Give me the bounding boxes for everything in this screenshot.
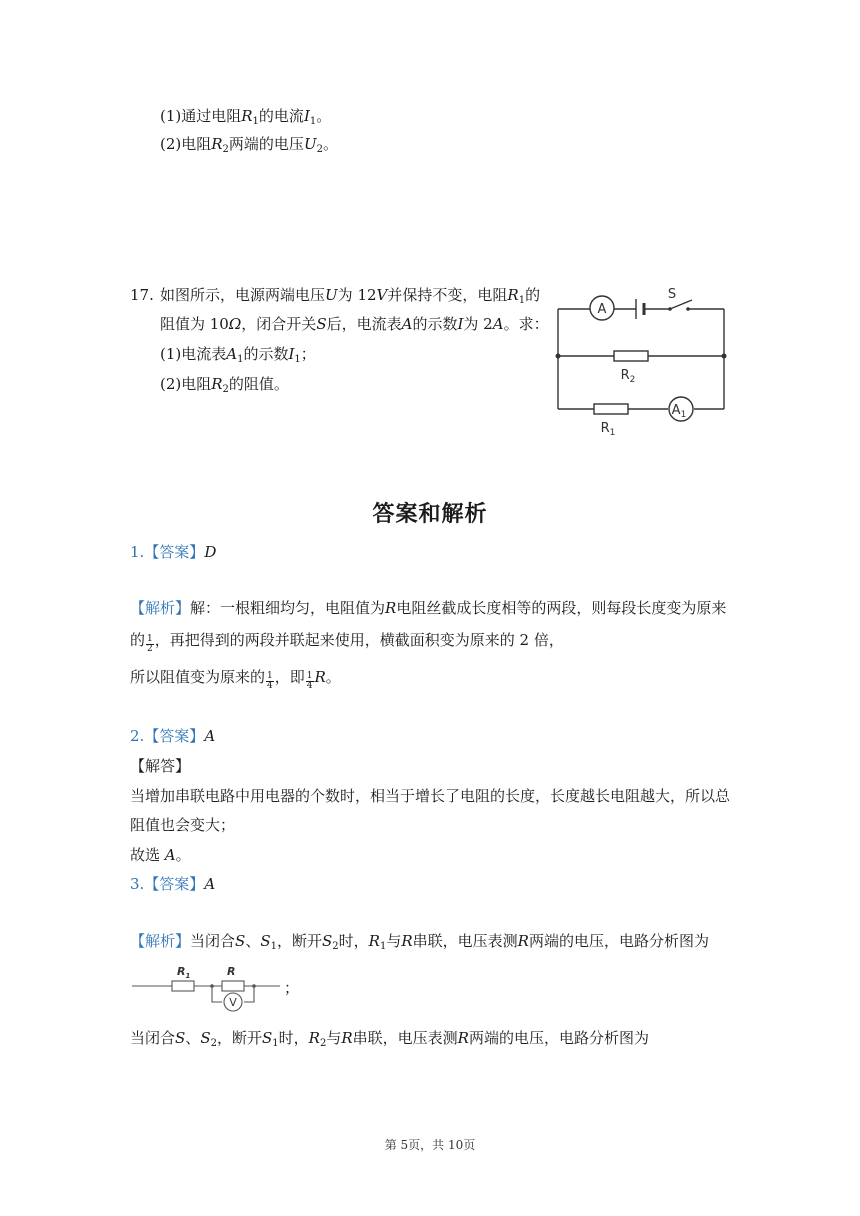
resistor-r1-icon	[172, 981, 194, 991]
answer-1-explain-line3: 所以阻值变为原来的 $\frac{1}{4}$ ，即 $\frac{1}{4}$ R。	[130, 668, 341, 691]
svg-text:R1: $R_1$	[177, 965, 191, 980]
ammeter-a-symbol	[590, 296, 614, 320]
answer-3-explain-line1: 【解析】当闭合S、$S_1$，断开$S_2$时，$R_1$与R串联，电压表测R两端的电压，电路分析图为	[130, 932, 709, 952]
q16-part1: (1)通过电阻$R_1$的电流$I_1$。	[160, 107, 332, 127]
fraction-one-quarter: $\frac{1}{4}$	[267, 671, 273, 691]
battery-symbol	[636, 299, 644, 319]
junction-left	[556, 354, 561, 359]
q17-part2: (2)电阻$R_2$的阻值。	[160, 375, 289, 395]
answer-3-header: 3.【答案】A	[130, 875, 216, 893]
answer-3-semicolon: ；	[284, 979, 300, 997]
svg-text:R1: $R_1$	[600, 421, 616, 438]
q16-part2: (2)电阻$R_2$两端的电压$U_2$。	[160, 135, 338, 155]
answer-2-line2: 阻值也会变大；	[130, 816, 236, 834]
svg-text:S: S	[667, 287, 677, 302]
fraction-one-half: $\frac{1}{2}$	[147, 634, 153, 654]
voltmeter-icon	[224, 993, 242, 1011]
svg-text:R: R	[227, 965, 236, 978]
answer-1-explain-line1: 【解析】解：一根粗细均匀，电阻值为R电阻丝截成长度相等的两段，则每段长度变为原来	[130, 599, 727, 617]
q17-number: 17.	[130, 286, 154, 304]
answer-2-line1: 当增加串联电路中用电器的个数时，相当于增长了电阻的长度，长度越长电阻越大，所以总	[130, 787, 731, 805]
ammeter-a1-symbol	[669, 397, 693, 421]
answer-2-line3: 故选 A。	[130, 846, 191, 864]
svg-text:V: V	[229, 996, 237, 1009]
answer-1-header: 1.【答案】D	[130, 543, 217, 561]
switch-s-symbol	[668, 287, 692, 311]
svg-text:R2: $R_2$	[620, 368, 636, 385]
section-title: 答案和解析	[372, 502, 488, 527]
answer-3-explain-line2: 当闭合S、$S_2$，断开$S_1$时，$R_2$与R串联，电压表测R两端的电压，电路分析图为	[130, 1029, 649, 1049]
answer-3-circuit-diagram	[130, 960, 300, 1016]
answer-2-label: 【解答】	[130, 757, 191, 775]
q17-circuit-diagram	[548, 282, 738, 442]
svg-text:A1: $A_1$	[671, 403, 687, 420]
resistor-r-icon	[222, 981, 244, 991]
resistor-r1-symbol	[594, 404, 628, 438]
fraction-one-quarter-r: $\frac{1}{4}$	[306, 671, 313, 691]
page-footer: 第 5页，共 10页	[384, 1138, 476, 1152]
answer-1-explain-line2: 的 $\frac{1}{2}$ ，再把得到的两段并联起来使用，横截面积变为原来的 2 倍，	[130, 631, 564, 654]
answer-2-header: 2.【答案】A	[130, 727, 216, 745]
junction-right	[722, 354, 727, 359]
q17-part1: (1)电流表$A_1$的示数$I_1$；	[160, 345, 316, 365]
q17-line1: 如图所示，电源两端电压U为 12V并保持不变，电阻$R_1$的	[160, 286, 541, 306]
svg-text:A: A	[597, 302, 607, 317]
q17-line2: 阻值为 10Ω，闭合开关S后，电流表A的示数I为 2A。求：	[160, 315, 549, 333]
resistor-r2-symbol	[614, 351, 648, 385]
